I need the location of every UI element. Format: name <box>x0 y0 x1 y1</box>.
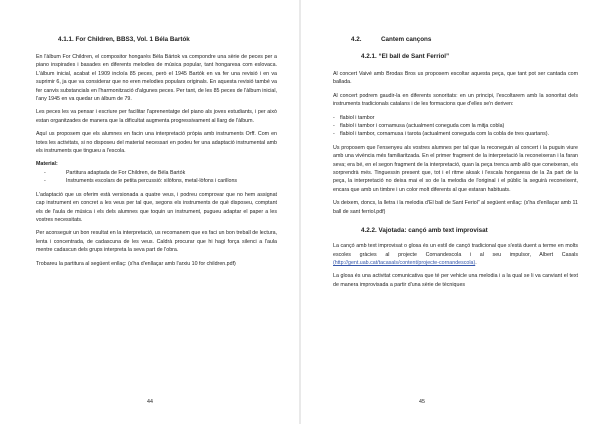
section-number: 4.2. <box>351 36 362 43</box>
paragraph: Al concert Vaivé amb Brodas Bros us proposem escoltar aquesta peça, que tant pot ser cantada com ballada. <box>333 71 578 86</box>
paragraph: Us deixem, doncs, la lletra i la melodia d'El ball de Sant Feriol” al següent enllaç: (s'ha d'enllaçar amb 11 ball de sant ferriol.pdf) <box>333 200 578 215</box>
section-title: Cantem cançons <box>381 36 432 43</box>
section-heading <box>351 36 578 44</box>
paragraph: La glosa és una activitat comunicativa que té per vehicle una melodia i a la qual se li va canviant el text de manera improvisada a partir d'una sèrie de tècniques <box>333 273 578 288</box>
bullet: - <box>333 114 335 121</box>
list-item: - flabiol i tambor, cornamusa i tarota (actualment coneguda com la cobla de tres quartans). <box>333 131 550 138</box>
paragraph: En l'àlbum For Children, el compositor hongarès Béla Bártok va compondre una sèrie de peces per a piano inspirades i basades en diferents melodies de música popular, tant hongaresa com eslovaca. L'àlbum inicial, acabat el 1909 incloïa 85 peces, però el 1945 Bartók en va fer una revisió i en va suprimir 6, ja que va considerar que no eren melodies populars originals. En aquesta revisió també va fer canvis substancials en l'harmonització d'algunes peces. Per tant, de les 85 peces de l'àlbum inicial, l'any 1945 en va quedar un àlbum de 79. <box>36 54 277 103</box>
paragraph: Per aconseguir un bon resultat en la interpretació, us recomanem que es faci un bon treball de lectura, lenta i concentrada, de cadascuna de les veus. Caldrà procurar que hi hagi força silenci a l'aula mentre cadascun dels grups interpreta la seva part de l'obra. <box>36 230 277 254</box>
right-page <box>301 0 600 424</box>
list-item: - flabiol i tambor i cornamusa (actualment coneguda com la mitja cobla) <box>333 123 505 130</box>
paragraph: Trobareu la partitura al següent enllaç: (s'ha d'enllaçar amb l'arxiu 10 for children.pdf) <box>36 260 236 267</box>
paragraph: Aquí us proposem que els alumnes en facin una interpretació pròpia amb instruments Orff. Com en totes les activitats, si no disposeu del material necessari en podeu fer una adaptació instrumental amb els instruments que tingueu a l'escola. <box>36 131 277 155</box>
paragraph: Les peces les va pensar i escriure per facilitar l'aprenentatge del piano als joves estudiants, i per això estan organitzades de manera que la dificultat augmenta progressivament al llarg de l'àlbum. <box>36 109 277 124</box>
list-item: - flabiol i tambor <box>333 114 375 121</box>
instrument-list <box>333 114 578 139</box>
bullet: - <box>333 123 335 130</box>
list-item: - Partitura adaptada de For Children, de Béla Bartók <box>44 169 186 176</box>
subsection-heading: 4.2.2. Vajotada: cançó amb text improvisat <box>361 227 488 235</box>
page-number: 45 <box>419 399 425 405</box>
page-number: 44 <box>147 399 153 405</box>
project-link[interactable]: (http://gent.uab.cat/tacasals/content/projecte-cornandescola) <box>333 259 476 266</box>
subsection-heading: 4.2.1. “El ball de Sant Ferriol” <box>361 53 450 60</box>
bullet: - <box>333 131 335 138</box>
bullet: - <box>44 169 46 176</box>
paragraph: L'adaptació que us oferim està versionada a quatre veus, i podreu comprovar que no hem assignat cap instrument en concret a les veus per tal que, segons els instruments de què disposeu, comptant els de l'aula de música i els dels alumnes que toquin un instrument, pugueu adaptar el paper a les vostres necessitats. <box>36 191 277 223</box>
list-item: - Instruments escolars de petita percussió: xilòfons, metal·lòfons i carillons <box>44 178 238 185</box>
material-label: Material: <box>36 161 58 168</box>
paragraph: Al concert podrem gaudir-la en diferents sonoritats: en un principi, l'escoltarem amb la sonoritat dels instruments tradicionals catalans i de les formacions que d'elles se'n deriven: <box>333 92 578 108</box>
section-heading: 4.1.1. For Children, BBS3, Vol. 1 Béla Bartók <box>58 36 190 43</box>
left-page <box>0 0 299 424</box>
material-list <box>36 169 277 186</box>
bullet: - <box>44 178 46 185</box>
paragraph: La cançó amb text improvisat o glosa és un estil de cançó tradicional que s'està duent a terme en molts escoles gràcies al projecte Cornandescola i al seu impulsor, Albert Casals (http://gent.uab.cat/tacasals/content/projecte-cornandescola). <box>333 243 578 266</box>
paragraph: Us proposem que l'ensenyeu als vostres alumnes per tal que la reconeguin al concert i la puguin viure amb una vivència més familiaritzada. En el primer fragment de la interpretació la reconeixeran i la faran seva; era bé, en el segon fragment de la interpretació, quan la peça trenca amb allò que coneixeran, els sorprendrà més. Tinguessin present que, tot i el ritme aksak i l'escala hongaresa de la 2a part de la peça, la interpretació no deixa mai el so de la melodia de l'original i el públic la seguirà reconeixent, encara que amb un timbre i un color molt diferents al que estaran habituats. <box>333 144 578 193</box>
